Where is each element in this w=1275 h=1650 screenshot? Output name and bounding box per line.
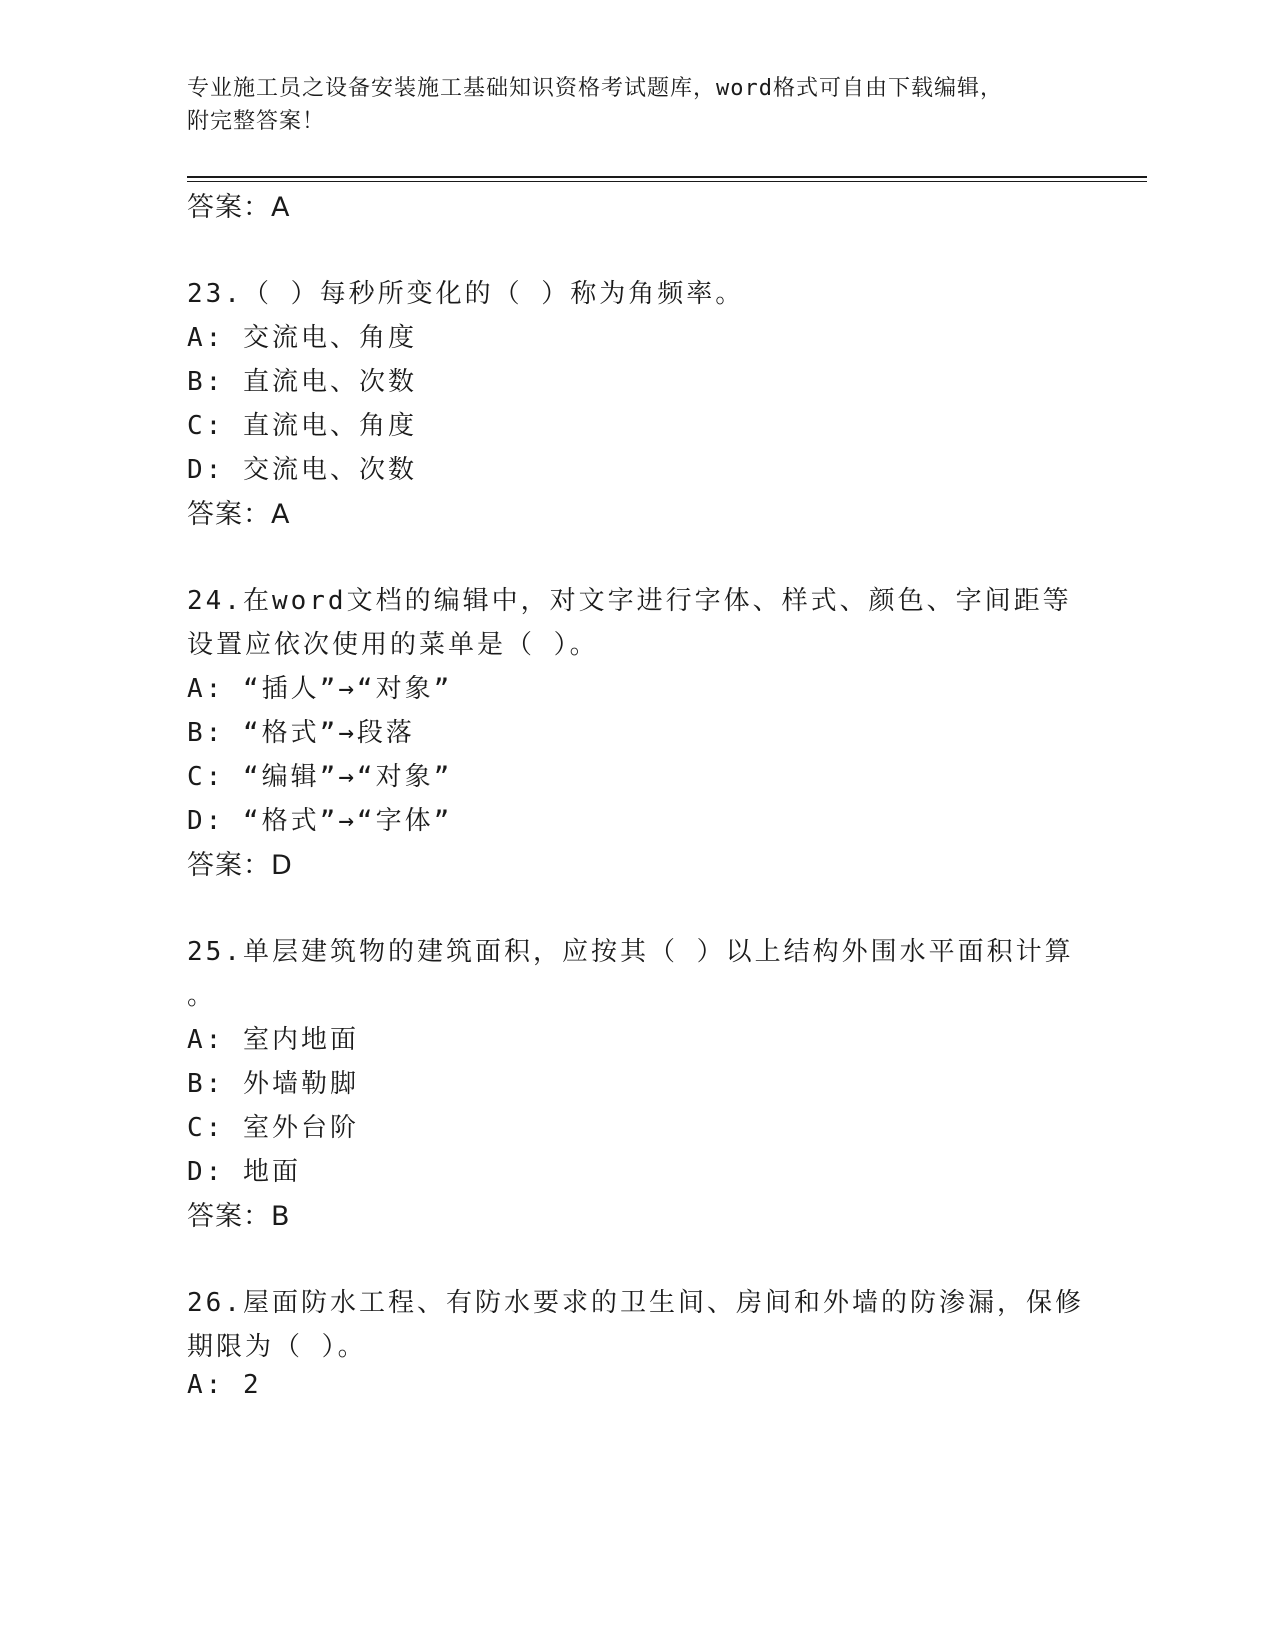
question-23-stem: 23.（ ）每秒所变化的（ ）称为角频率。 xyxy=(187,279,745,309)
question-23-option-d: D: 交流电、次数 xyxy=(187,455,417,485)
question-25-option-c: C: 室外台阶 xyxy=(187,1113,359,1143)
question-25-stem-line-1: 25.单层建筑物的建筑面积，应按其（ ）以上结构外围水平面积计算 xyxy=(187,937,1074,967)
question-24-stem-line-2: 设置应依次使用的菜单是（ ）。 xyxy=(187,630,599,660)
question-26-stem-line-2: 期限为（ ）。 xyxy=(187,1332,367,1362)
question-25-option-a: A: 室内地面 xyxy=(187,1025,359,1055)
header-line-2: 附完整答案！ xyxy=(187,109,326,134)
header-divider-thin xyxy=(187,181,1147,182)
question-25-stem-line-2: 。 xyxy=(187,981,217,1011)
question-24-answer: 答案：D xyxy=(187,850,293,881)
question-24-stem-line-1: 24.在word文档的编辑中，对文字进行字体、样式、颜色、字间距等 xyxy=(187,586,1072,616)
question-25-option-b: B: 外墙勒脚 xyxy=(187,1069,359,1099)
answer-line: 答案：A xyxy=(187,192,291,223)
question-24-option-d: D: “格式”→“字体” xyxy=(187,806,453,836)
question-23-option-b: B: 直流电、次数 xyxy=(187,367,417,397)
question-23-option-a: A: 交流电、角度 xyxy=(187,323,417,353)
question-25-answer: 答案：B xyxy=(187,1201,291,1232)
question-24-option-c: C: “编辑”→“对象” xyxy=(187,762,453,792)
question-26-option-a: A: 2 xyxy=(187,1370,262,1400)
header-line-1: 专业施工员之设备安装施工基础知识资格考试题库，word格式可自由下载编辑， xyxy=(187,76,1003,101)
question-23-option-c: C: 直流电、角度 xyxy=(187,411,417,441)
question-24-option-b: B: “格式”→段落 xyxy=(187,718,415,748)
question-23-answer: 答案：A xyxy=(187,499,291,530)
header-divider-thick xyxy=(187,176,1147,178)
question-26-stem-line-1: 26.屋面防水工程、有防水要求的卫生间、房间和外墙的防渗漏，保修 xyxy=(187,1288,1084,1318)
question-25-option-d: D: 地面 xyxy=(187,1157,301,1187)
question-24-option-a: A: “插人”→“对象” xyxy=(187,674,453,704)
document-header xyxy=(187,72,1067,138)
